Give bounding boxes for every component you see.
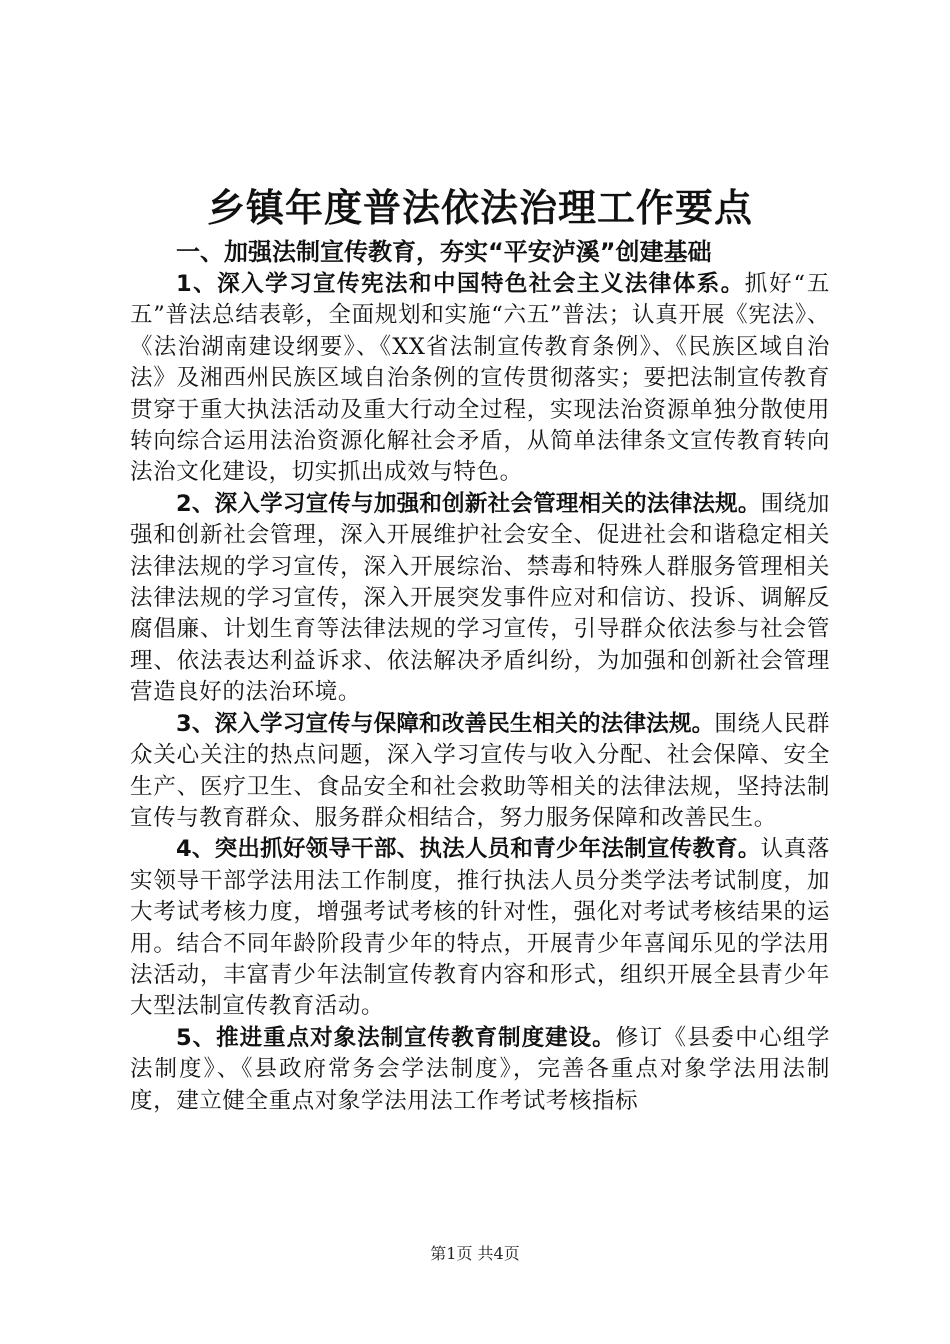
paragraph-lead: 5、推进重点对象法制宣传教育制度建设。 (176, 1024, 616, 1051)
paragraph-lead: 3、深入学习宣传与保障和改善民生相关的法律法规。 (176, 710, 715, 737)
paragraph-5 (130, 1023, 830, 1117)
paragraph-3 (130, 709, 830, 835)
paragraph-1 (130, 269, 830, 489)
paragraph-body: 认真落实领导干部学法用法工作制度，推行执法人员分类学法考试制度，加大考试考核力度，增强考试考核的针对性，强化对考试考核结果的运用。结合不同年龄阶段青少年的特点，开展青少年喜闻乐见的学法用法活动，丰富青少年法制宣传教育内容和形式，组织开展全县青少年大型法制宣传教育活动。 (130, 836, 830, 1020)
paragraph-4 (130, 834, 830, 1022)
paragraph-2 (130, 489, 830, 709)
page-number-footer: 第1页 共4页 (430, 1244, 520, 1263)
paragraph-lead: 2、深入学习宣传与加强和创新社会管理相关的法律法规。 (176, 490, 761, 517)
document-title: 乡镇年度普法依法治理工作要点 (206, 186, 753, 230)
paragraph-lead: 4、突出抓好领导干部、执法人员和青少年法制宣传教育。 (176, 836, 761, 863)
paragraph-body: 围绕人民群众关心关注的热点问题，深入学习宣传与收入分配、社会保障、安全生产、医疗卫生、食品安全和社会救助等相关的法律法规，坚持法制宣传与教育群众、服务群众相结合，努力服务保障和改善民生。 (130, 710, 830, 831)
section-heading: 一、加强法制宣传教育，夯实“平安泸溪”创建基础 (176, 238, 712, 266)
paragraph-body: 围绕加强和创新社会管理，深入开展维护社会安全、促进社会和谐稳定相关法律法规的学习宣传，深入开展综治、禁毒和特殊人群服务管理相关法律法规的学习宣传，深入开展突发事件应对和信访、投诉、调解反腐倡廉、计划生育等法律法规的学习宣传，引导群众依法参与社会管理、依法表达利益诉求、依法解决矛盾纠纷，为加强和创新社会管理营造良好的法治环境。 (130, 490, 830, 706)
paragraph-body: 抓好“五五”普法总结表彰，全面规划和实施“六五”普法；认真开展《宪法》、《法治湖南建设纲要》、《XX省法制宣传教育条例》、《民族区域自治法》及湘西州民族区域自治条例的宣传贯彻落实；要把法制宣传教育贯穿于重大执法活动及重大行动全过程，实现法治资源单独分散使用转向综合运用法治资源化解社会矛盾，从简单法律条文宣传教育转向法治文化建设，切实抓出成效与特色。 (130, 271, 830, 486)
paragraph-body: 修订《县委中心组学法制度》、《县政府常务会学法制度》，完善各重点对象学法用法制度，建立健全重点对象学法用法工作考试考核指标 (130, 1024, 830, 1114)
paragraph-lead: 1、深入学习宣传宪法和中国特色社会主义法律体系。 (176, 271, 745, 297)
